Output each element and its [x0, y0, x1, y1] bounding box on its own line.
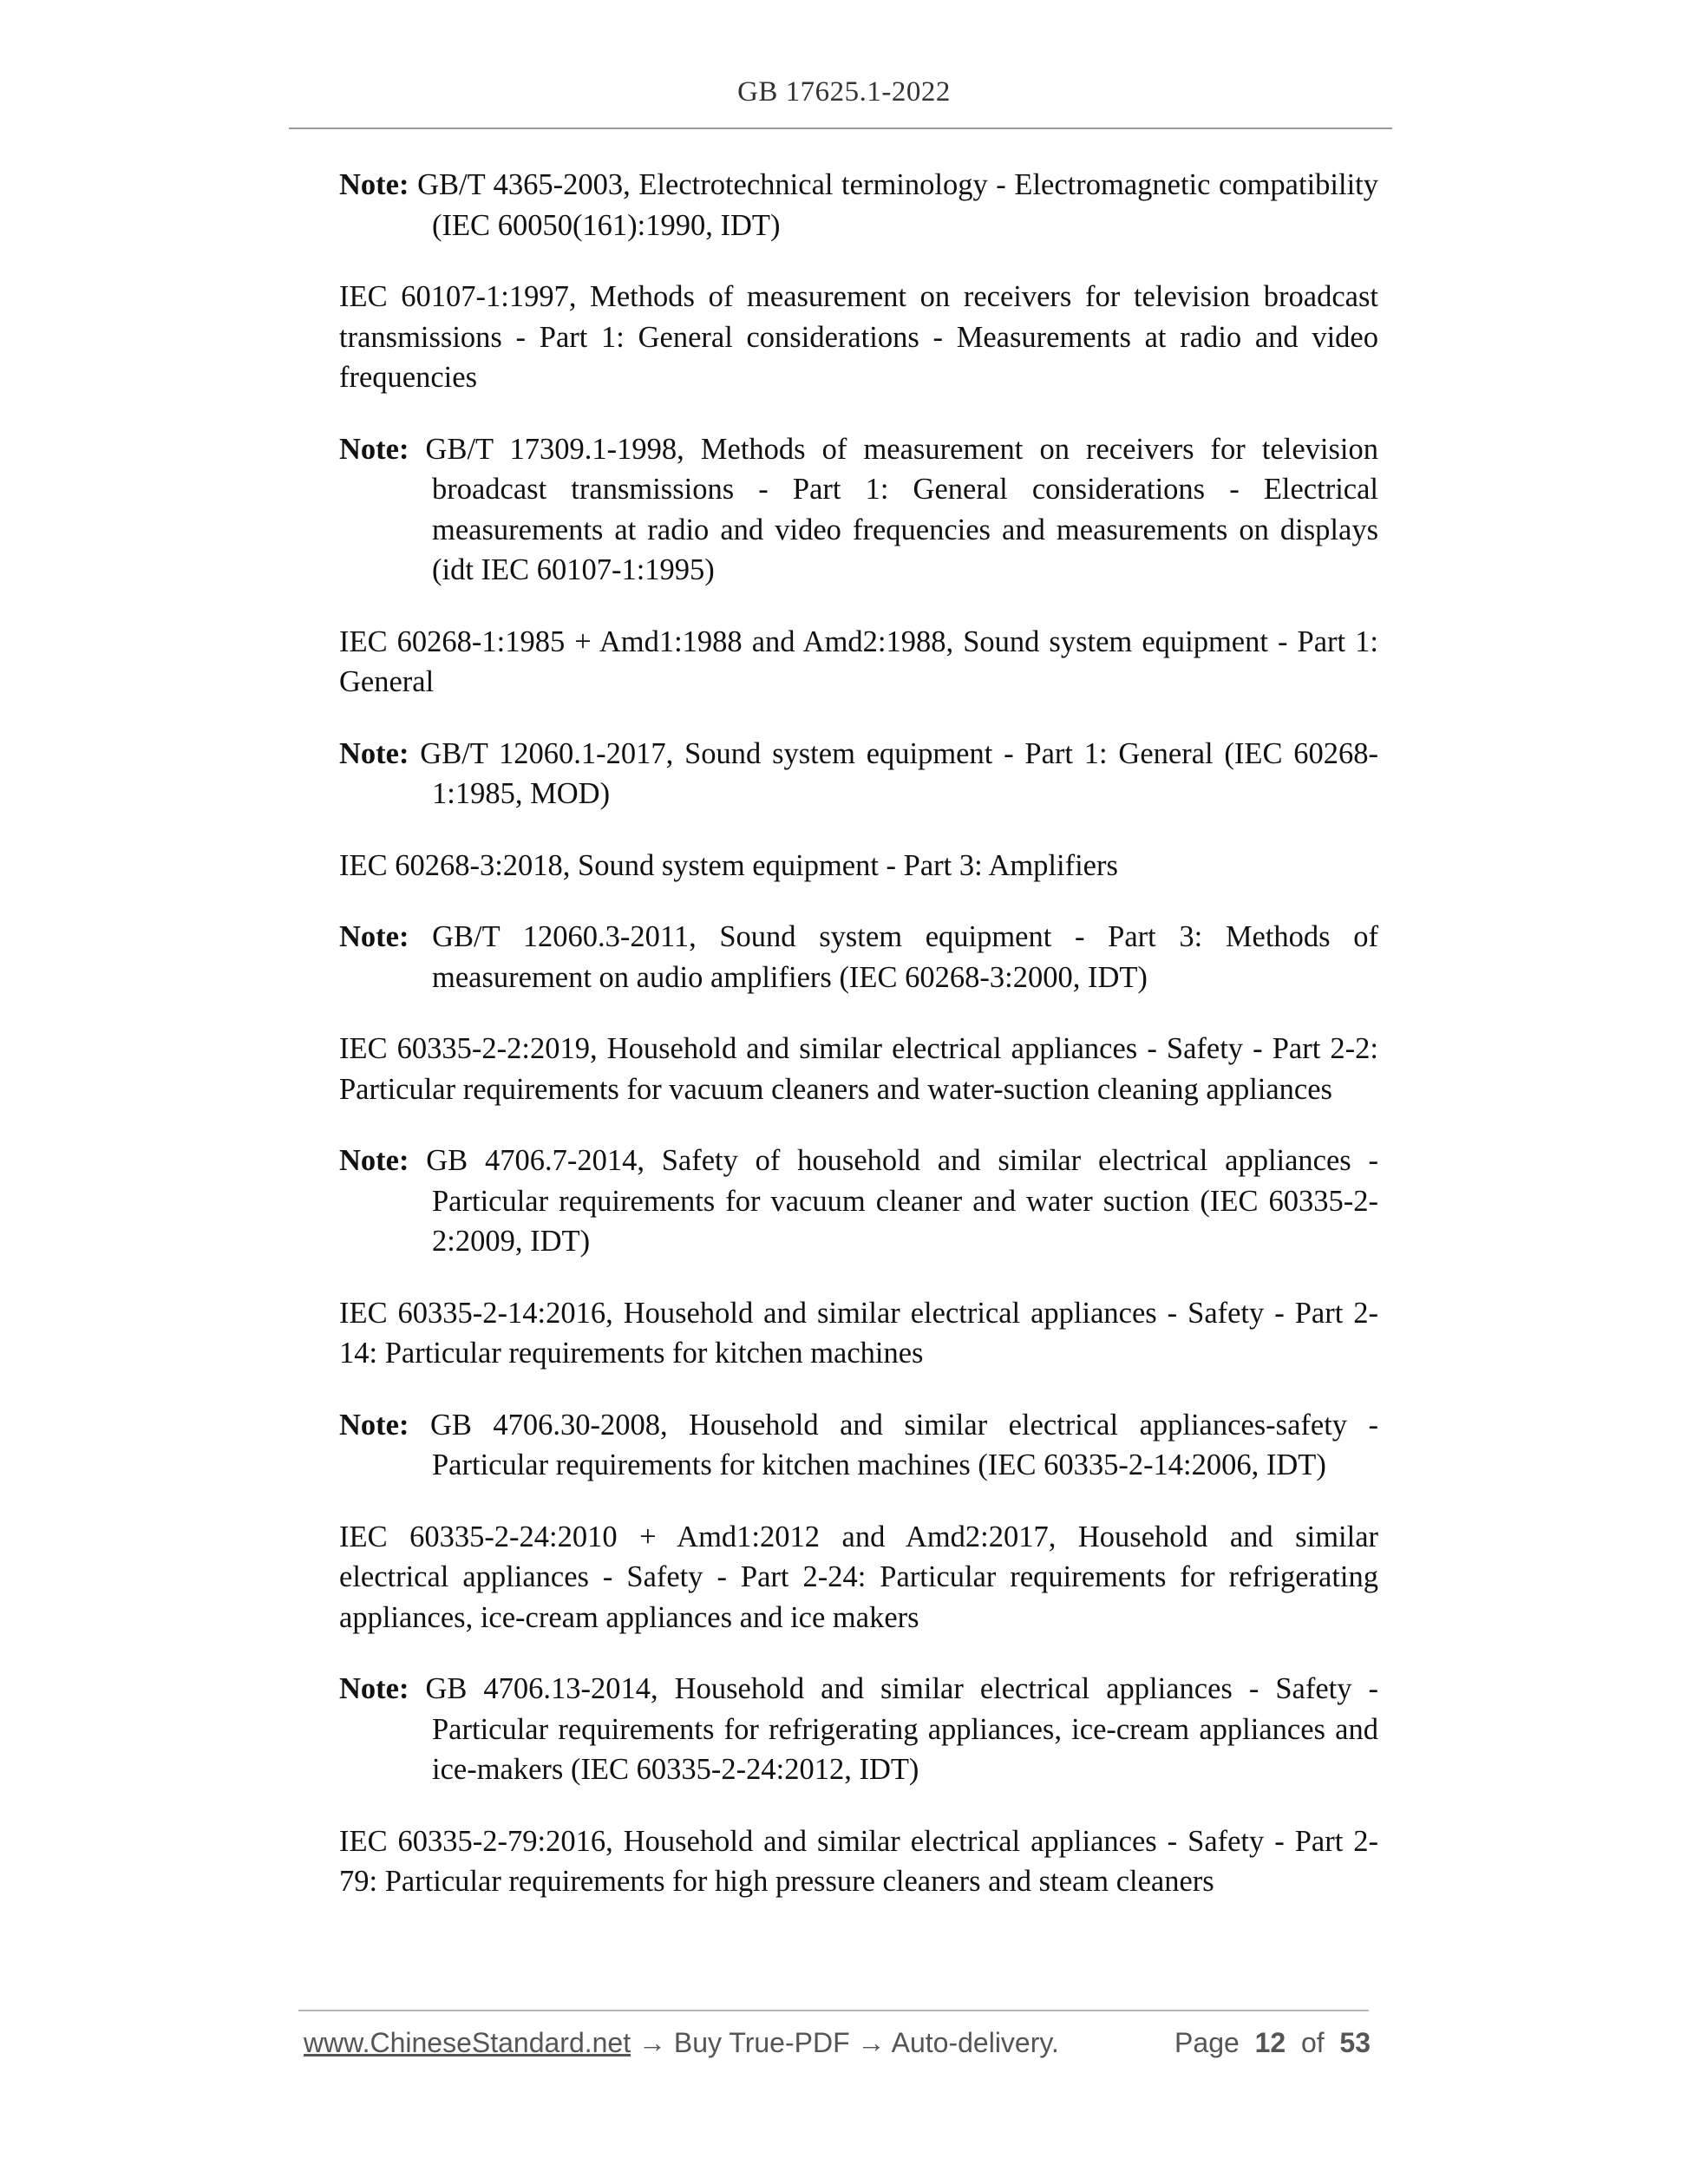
header-divider — [289, 128, 1392, 129]
page-total: 53 — [1339, 2027, 1371, 2058]
note-text: GB/T 12060.3-2011, Sound system equipment - Part 3: Methods of measurement on audio amplifiers (IEC 60268-3:2000, IDT) — [432, 920, 1378, 994]
note-entry — [339, 734, 1378, 814]
note-text: GB 4706.30-2008, Household and similar electrical appliances-safety - Particular requirements for kitchen machines (IEC 60335-2-14:2006, IDT) — [429, 1408, 1379, 1481]
note-text: GB/T 4365-2003, Electrotechnical terminology - Electromagnetic compatibility (IEC 60050(161):1990, IDT) — [417, 168, 1379, 242]
note-label: Note: — [339, 432, 409, 466]
page-indicator — [1174, 2027, 1371, 2059]
document-body — [339, 165, 1378, 1933]
note-label: Note: — [339, 1672, 409, 1705]
note-label: Note: — [339, 920, 409, 953]
note-label: Note: — [339, 168, 409, 201]
note-entry — [339, 917, 1378, 997]
note-text: GB/T 17309.1-1998, Methods of measurement on receivers for television broadcast transmissions - Part 1: General considerations - Electrical measurements at radio and video frequencies and measurements on displays (idt IEC 60107-1:1995) — [425, 432, 1378, 586]
note-entry — [339, 429, 1378, 591]
page-footer — [304, 2027, 1371, 2067]
note-label: Note: — [339, 736, 409, 770]
page-current: 12 — [1254, 2027, 1286, 2058]
page-header-title: GB 17625.1-2022 — [737, 76, 951, 108]
note-entry — [339, 1141, 1378, 1262]
note-text: GB 4706.7-2014, Safety of household and similar electrical appliances - Particular requirements for vacuum cleaner and water suction (IEC 60335-2-2:2009, IDT) — [426, 1144, 1378, 1258]
note-label: Note: — [339, 1144, 409, 1177]
reference-entry: IEC 60268-1:1985 + Amd1:1988 and Amd2:1988, Sound system equipment - Part 1: General — [339, 624, 1378, 698]
footer-promo-text: → Buy True-PDF → Auto-delivery. — [631, 2027, 1059, 2058]
note-entry — [339, 165, 1378, 245]
page-label: Page — [1174, 2027, 1240, 2058]
page-of-label: of — [1300, 2027, 1325, 2058]
note-text: GB 4706.13-2014, Household and similar electrical appliances - Safety - Particular requirements for refrigerating appliances, ice-cream appliances and ice-makers (IEC 60335-2-24:2012, IDT) — [425, 1672, 1379, 1786]
reference-entry: IEC 60335-2-79:2016, Household and similar electrical appliances - Safety - Part 2-79: Particular requirements for high pressure cleaners and steam cleaners — [339, 1824, 1378, 1898]
reference-entry: IEC 60107-1:1997, Methods of measurement on receivers for television broadcast transmissions - Part 1: General considerations - Measurements at radio and video frequencies — [339, 280, 1378, 394]
reference-entry: IEC 60268-3:2018, Sound system equipment - Part 3: Amplifiers — [339, 848, 1118, 882]
note-label: Note: — [339, 1408, 409, 1442]
note-entry — [339, 1405, 1378, 1486]
footer-divider — [298, 2010, 1369, 2011]
reference-entry: IEC 60335-2-14:2016, Household and similar electrical appliances - Safety - Part 2-14: Particular requirements for kitchen machines — [339, 1296, 1378, 1370]
footer-promo — [304, 2027, 1059, 2059]
note-entry — [339, 1669, 1378, 1790]
website-link[interactable]: www.ChineseStandard.net — [304, 2027, 631, 2058]
reference-entry: IEC 60335-2-2:2019, Household and similar electrical appliances - Safety - Part 2-2: Particular requirements for vacuum cleaners and water-suction cleaning appliances — [339, 1032, 1378, 1106]
note-text: GB/T 12060.1-2017, Sound system equipment - Part 1: General (IEC 60268-1:1985, MOD) — [420, 736, 1379, 810]
reference-entry: IEC 60335-2-24:2010 + Amd1:2012 and Amd2:2017, Household and similar electrical appliances - Safety - Part 2-24: Particular requirements for refrigerating appliances, ice-cream appliances and ice makers — [339, 1520, 1378, 1634]
